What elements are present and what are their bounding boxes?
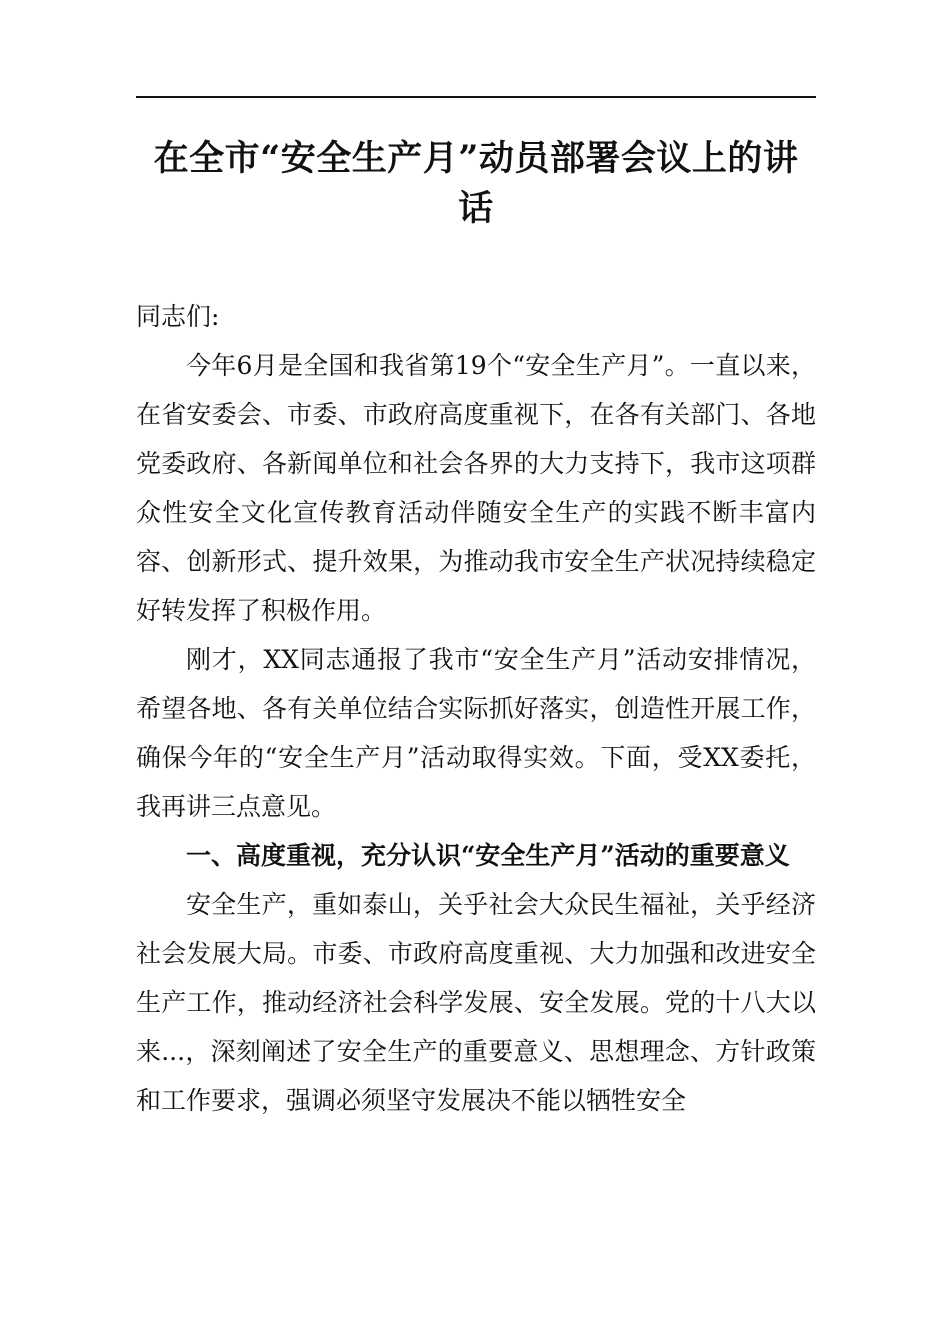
section-heading: 一、高度重视，充分认识“安全生产月”活动的重要意义 [186, 841, 790, 870]
document-title: 在全市“安全生产月”动员部署会议上的讲话 [153, 138, 799, 229]
salutation: 同志们: [136, 302, 220, 331]
header-rule [136, 96, 816, 98]
section-paragraph: 安全生产，重如泰山，关乎社会大众民生福祉，关乎经济社会发展大局。市委、市政府高度重视、大力加强和改进安全生产工作，推动经济社会科学发展、安全发展。党的十八大以来...，深刻阐述了安全生产的重要意义、思想理念、方针政策和工作要求，强调必须坚守发展决不能以牺牲安全 [136, 890, 816, 1115]
paragraph-2: 刚才，XX同志通报了我市“安全生产月”活动安排情况，希望各地、各有关单位结合实际抓好落实，创造性开展工作，确保今年的“安全生产月”活动取得实效。下面，受XX委托，我再讲三点意见。 [136, 645, 816, 821]
paragraph-1: 今年6月是全国和我省第19个“安全生产月”。一直以来，在省安委会、市委、市政府高度重视下，在各有关部门、各地党委政府、各新闻单位和社会各界的大力支持下，我市这项群众性安全文化宣传教育活动伴随安全生产的实践不断丰富内容、创新形式、提升效果，为推动我市安全生产状况持续稳定好转发挥了积极作用。 [136, 351, 816, 625]
document-body [136, 292, 816, 1125]
